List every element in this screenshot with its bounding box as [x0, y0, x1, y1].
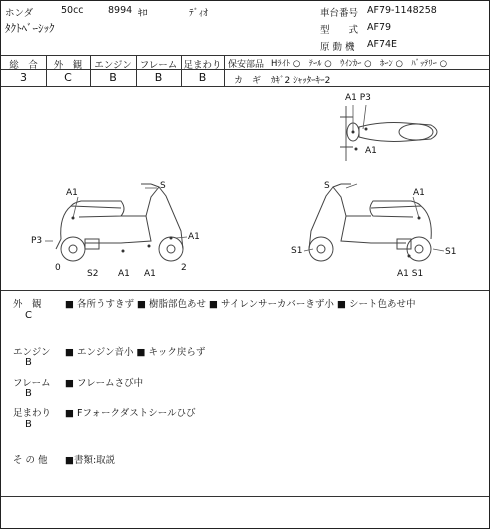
section-grade-engine: B [25, 357, 32, 368]
mileage-unit: ｷﾛ [138, 8, 148, 19]
section-label-engine: エンジン [13, 347, 51, 358]
section-label-frame: フレーム [13, 378, 51, 389]
grade-value-overall: 3 [20, 71, 27, 84]
right-label: S1 [291, 246, 303, 256]
type-label: 型 式 [320, 25, 359, 36]
frame-no: AF79-1148258 [367, 5, 437, 16]
key-label: カ ギ [234, 76, 262, 86]
mileage: 8994 [108, 5, 133, 16]
section-grade-frame: B [25, 388, 32, 399]
displacement: 50cc [61, 5, 84, 16]
section-label-exterior: 外 観 [13, 299, 42, 310]
left-label: P3 [31, 236, 43, 246]
maker: ホンダ [5, 8, 34, 19]
grade-header-exterior: 外 観 [53, 60, 83, 71]
equipment-title: 保安部品 [228, 60, 265, 70]
right-label: S1 [445, 247, 457, 257]
model-name: ﾃﾞｨｵ [189, 8, 209, 19]
type-value: AF79 [367, 22, 392, 33]
top-label: A1 [365, 146, 377, 156]
divider [1, 290, 489, 291]
equipment-items: Hﾗｲﾄ ○ ﾃｰﾙ ○ ｳｲﾝｶｰ ○ ﾎｰﾝ ○ ﾊﾞｯﾃﾘｰ ○ [271, 59, 447, 69]
left-label: A1 [66, 188, 78, 198]
section-notes-frame: ■ フレームさび中 [65, 378, 144, 389]
left-label: A1 [118, 269, 130, 279]
section-label-other: そ の 他 [13, 455, 48, 466]
grade-value-suspension: B [198, 71, 207, 84]
right-label: A1 [413, 188, 425, 198]
engine-value: AF74E [367, 39, 398, 50]
right-label: A1 S1 [397, 269, 424, 279]
right-label: S [324, 181, 330, 191]
top-view-scooter-icon [340, 106, 437, 161]
left-label: S2 [87, 269, 99, 279]
left-label: A1 [188, 232, 200, 242]
section-notes-exterior: ■ 各所うすきず ■ 樹脂部色あせ ■ サイレンサーカバーきず小 ■ シート色あせ中 [65, 299, 416, 310]
grade-header-overall: 総 合 [9, 60, 38, 71]
left-label: 2 [181, 263, 187, 273]
engine-label: 原 動 機 [320, 42, 355, 53]
variant: ﾀｸﾄﾍﾞｰｼｯｸ [5, 22, 55, 35]
section-notes-suspension: ■ Fフォークダストシールひび [65, 408, 196, 419]
grade-value-frame: B [154, 71, 163, 84]
section-grade-suspension: B [25, 419, 32, 430]
grade-header-engine: エンジン [94, 60, 132, 71]
frame-no-label: 車台番号 [320, 8, 359, 19]
section-label-suspension: 足まわり [13, 408, 52, 419]
section-notes-engine: ■ エンジン音小 ■ キック戻らず [65, 347, 206, 358]
damage-diagram [1, 1, 489, 291]
top-label: A1 P3 [345, 93, 371, 103]
key-value: ｶｷﾞ2 ｼｬｯﾀｰｷｰ2 [271, 76, 331, 86]
section-notes-other: ■書類:取説 [65, 455, 116, 466]
left-label: S [160, 181, 166, 191]
left-label: A1 [144, 269, 156, 279]
grade-header-suspension: 足まわり [183, 60, 222, 71]
grade-value-engine: B [109, 71, 117, 84]
left-label: 0 [55, 263, 61, 273]
grade-value-exterior: C [64, 71, 72, 84]
grade-header-frame: フレーム [139, 60, 178, 71]
section-grade-exterior: C [25, 310, 32, 321]
divider [1, 496, 489, 497]
